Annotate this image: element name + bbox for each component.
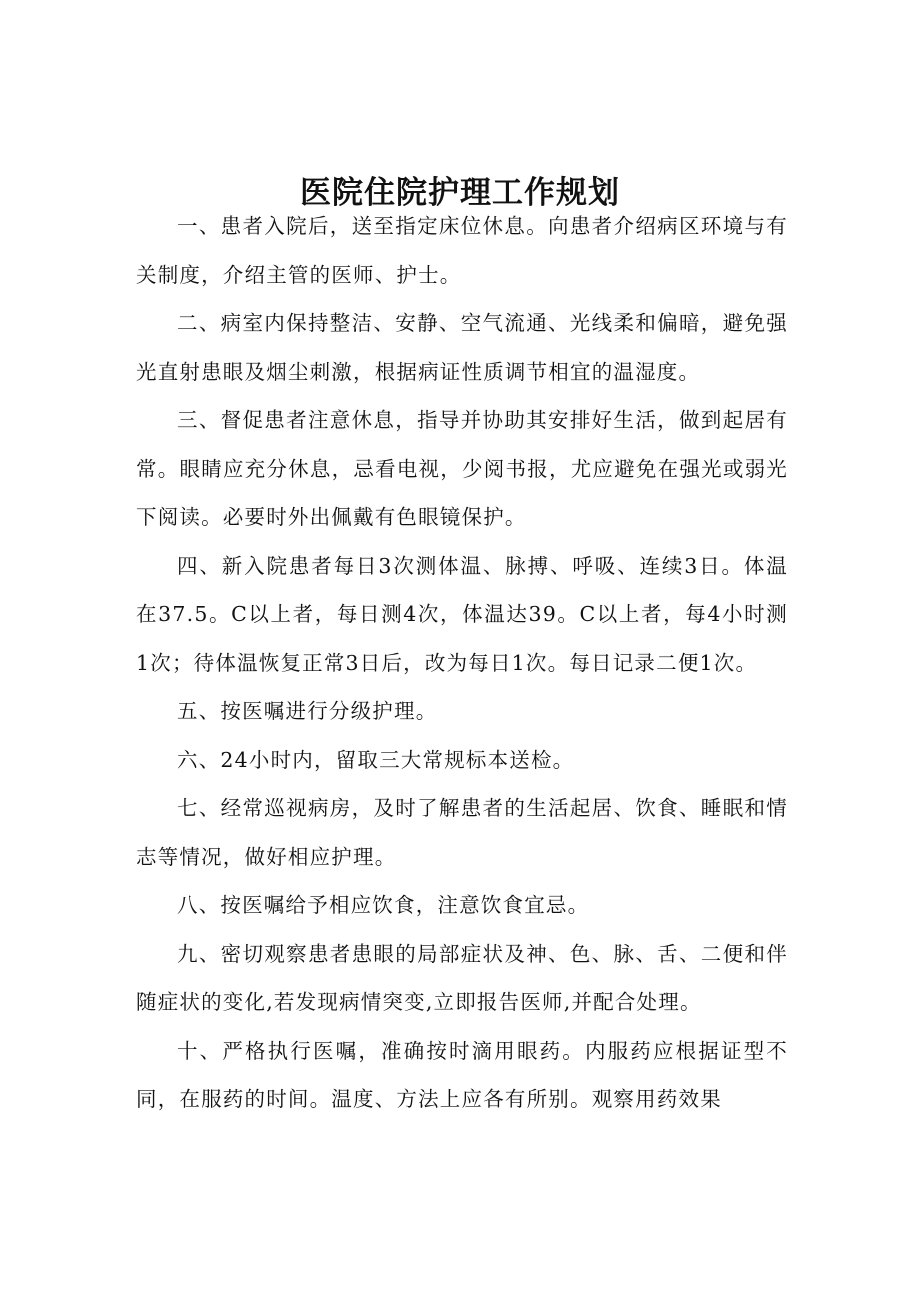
paragraph-1: 一、患者入院后，送至指定床位休息。向患者介绍病区环境与有关制度，介绍主管的医师、护士。 — [136, 214, 788, 287]
paragraph-9: 九、密切观察患者患眼的局部症状及神、色、脉、舌、二便和伴随症状的变化,若发现病情突变,立即报告医师,并配合处理。 — [136, 941, 788, 1014]
paragraph-4: 四、新入院患者每日3次测体温、脉搏、呼吸、连续3日。体温在37.5。C以上者，每日测4次，体温达39。C以上者，每4小时测1次；待体温恢复正常3日后，改为每日1次。每日记录二便1次。 — [136, 553, 788, 675]
document-body — [136, 202, 788, 1124]
paragraph-7: 七、经常巡视病房，及时了解患者的生活起居、饮食、睡眠和情志等情况，做好相应护理。 — [136, 796, 788, 869]
paragraph-2: 二、病室内保持整洁、安静、空气流通、光线柔和偏暗，避免强光直射患眼及烟尘刺激，根据病证性质调节相宜的温湿度。 — [136, 311, 788, 384]
page-title: 医院住院护理工作规划 — [300, 174, 620, 211]
paragraph-5: 五、按医嘱进行分级护理。 — [177, 699, 438, 723]
paragraph-8: 八、按医嘱给予相应饮食，注意饮食宜忌。 — [177, 893, 590, 917]
paragraph-3: 三、督促患者注意休息，指导并协助其安排好生活，做到起居有常。眼睛应充分休息，忌看电视，少阅书报，尤应避免在强光或弱光下阅读。必要时外出佩戴有色眼镜保护。 — [136, 408, 788, 529]
paragraph-6: 六、24小时内，留取三大常规标本送检。 — [177, 747, 575, 772]
paragraph-10: 十、严格执行医嘱，准确按时滴用眼药。内服药应根据证型不同，在服药的时间。温度、方法上应各有所别。观察用药效果 — [136, 1038, 788, 1111]
